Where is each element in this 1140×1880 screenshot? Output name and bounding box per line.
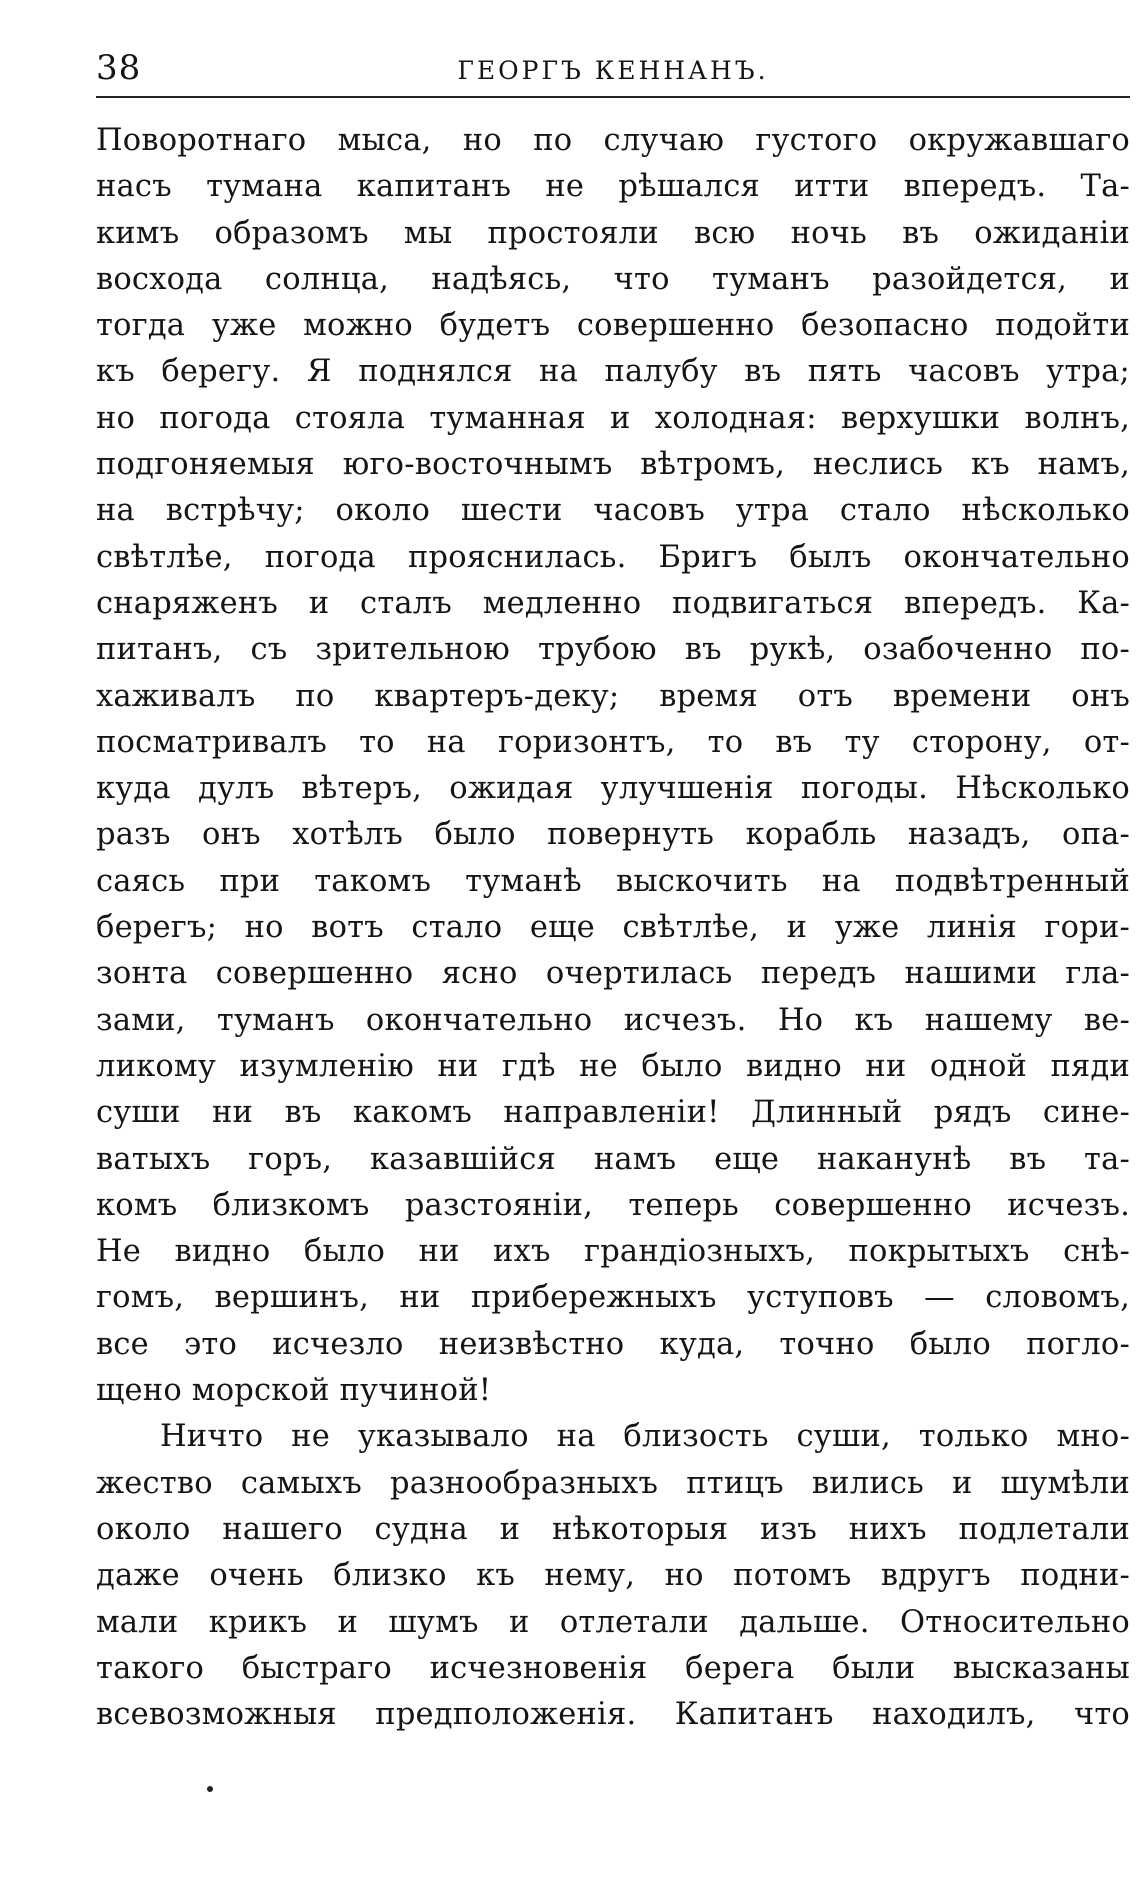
text-line: жество самыхъ разнообразныхъ птицъ вились и шумѣли [96, 1465, 1130, 1501]
paragraph [96, 1414, 1130, 1738]
text-line: свѣтлѣе, погода прояснилась. Бригъ былъ окончательно [96, 539, 1130, 575]
text-line: Поворотнаго мыса, но по случаю густого окружавшаго [96, 123, 1130, 158]
text-line: питанъ, съ зрительною трубою въ рукѣ, озабоченно по- [96, 632, 1130, 668]
text-line: насъ тумана капитанъ не рѣшался итти впередъ. Та- [96, 169, 1130, 205]
text-line: такого быстраго исчезновенія берега были высказаны [96, 1650, 1130, 1686]
text-line: Не видно было ни ихъ грандіозныхъ, покрытыхъ снѣ- [96, 1234, 1130, 1270]
text-line: гомъ, вершинъ, ни прибережныхъ уступовъ — словомъ, [96, 1280, 1130, 1316]
text-line: но погода стояла туманная и холодная: верхушки волнъ, [96, 400, 1130, 436]
text-line: зонта совершенно ясно очертилась передъ нашими гла- [96, 956, 1130, 992]
header-rule [96, 96, 1130, 98]
text-line: на встрѣчу; около шести часовъ утра стало нѣсколько [96, 493, 1130, 529]
text-line: ватыхъ горъ, казавшійся намъ еще наканунѣ въ та- [96, 1141, 1130, 1177]
text-line: тогда уже можно будетъ совершенно безопасно подойти [96, 308, 1130, 344]
text-line: берегъ; но вотъ стало еще свѣтлѣе, и уже линія гори- [96, 910, 1130, 946]
text-line: все это исчезло неизвѣстно куда, точно было погло- [96, 1326, 1130, 1362]
text-line: ликому изумленію ни гдѣ не было видно ни одной пяди [96, 1048, 1130, 1084]
text-line: зами, туманъ окончательно исчезъ. Но къ нашему ве- [96, 1002, 1130, 1038]
text-line: около нашего судна и нѣкоторыя изъ нихъ подлетали [96, 1511, 1130, 1547]
text-line: мали крикъ и шумъ и отлетали дальше. Относительно [96, 1604, 1130, 1640]
text-line: снаряженъ и сталъ медленно подвигаться впередъ. Ка- [96, 585, 1130, 621]
text-line: всевозможныя предположенія. Капитанъ находилъ, что [96, 1697, 1130, 1733]
text-line: подгоняемыя юго-восточнымъ вѣтромъ, неслись къ намъ, [96, 447, 1130, 483]
text-line: саясь при такомъ туманѣ выскочить на подвѣтренный [96, 863, 1130, 899]
text-line: щено морской пучиной! [96, 1373, 492, 1409]
text-line: восхода солнца, надѣясь, что туманъ разойдется, и [96, 261, 1130, 297]
text-line: даже очень близко къ нему, но потомъ вдругъ подни- [96, 1558, 1130, 1594]
text-line: къ берегу. Я поднялся на палубу въ пять часовъ утра; [96, 354, 1130, 390]
page-number: 38 [96, 48, 142, 88]
page-header [96, 40, 1130, 96]
text-line: посматривалъ то на горизонтъ, то въ ту сторону, от- [96, 724, 1130, 760]
text-line: комъ близкомъ разстояніи, теперь совершенно исчезъ. [96, 1187, 1130, 1223]
ink-speck [207, 1786, 213, 1792]
running-title: ГЕОРГЪ КЕННАНЪ. [457, 56, 769, 85]
text-line: куда дулъ вѣтеръ, ожидая улучшенія погоды. Нѣсколько [96, 771, 1130, 807]
text-line: кимъ образомъ мы простояли всю ночь въ ожиданіи [96, 215, 1130, 251]
text-line: хаживалъ по квартеръ-деку; время отъ времени онъ [96, 678, 1130, 714]
text-line: суши ни въ какомъ направленіи! Длинный рядъ сине- [96, 1095, 1130, 1131]
body-text [96, 118, 1130, 1738]
text-line: разъ онъ хотѣлъ было повернуть корабль назадъ, опа- [96, 817, 1130, 853]
paragraph [96, 118, 1130, 1414]
text-line: Ничто не указывало на близость суши, только мно- [160, 1419, 1130, 1455]
